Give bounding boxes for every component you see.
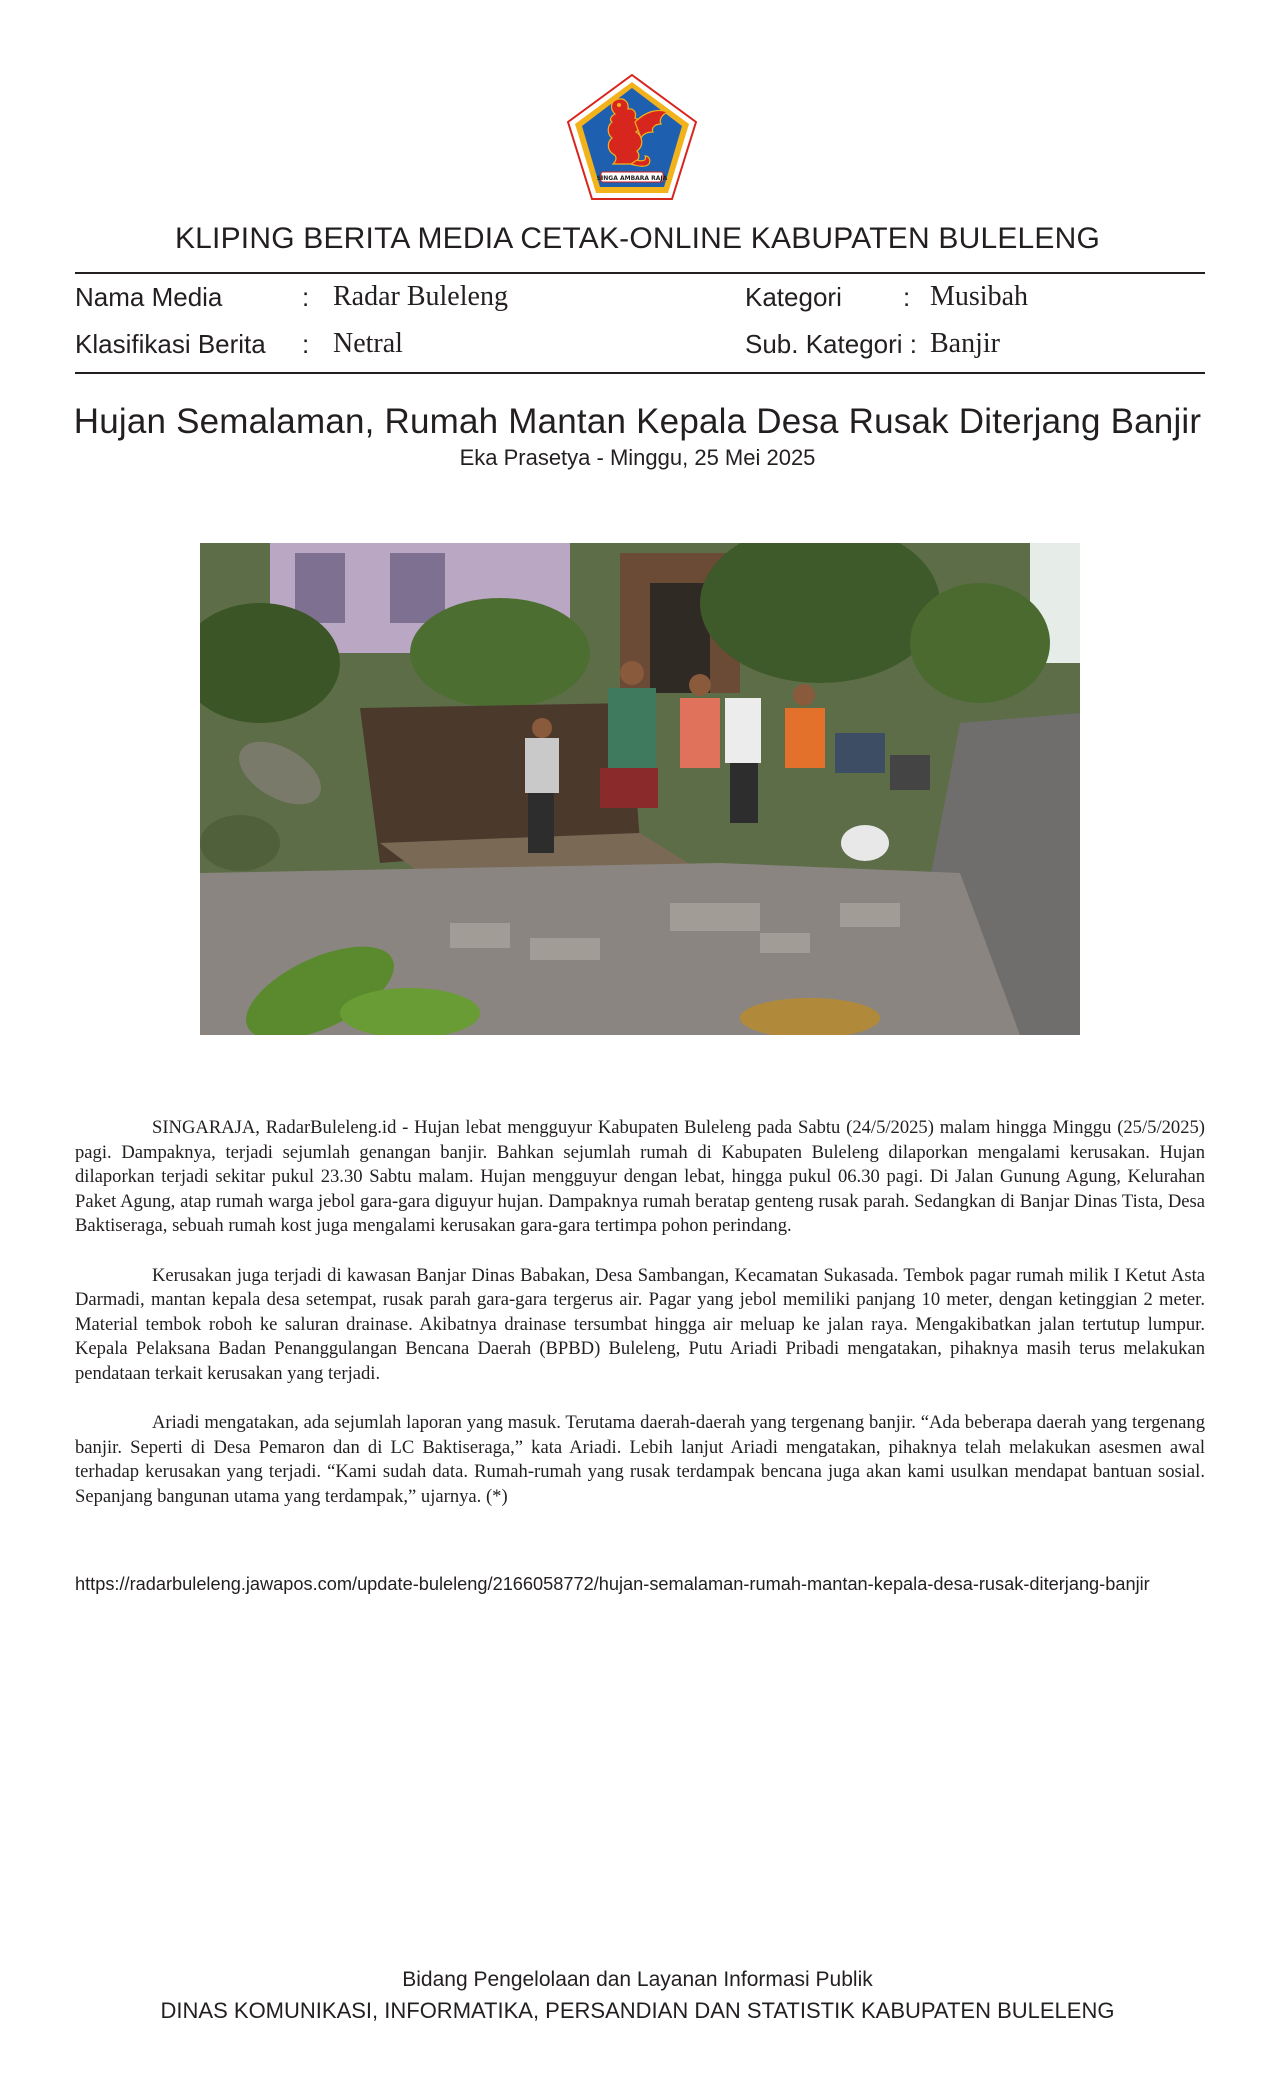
flood-damage-photo-image bbox=[200, 543, 1080, 1035]
media-name-label: Nama Media bbox=[75, 282, 223, 312]
news-classification-value: Netral bbox=[333, 328, 403, 359]
footer-division: Bidang Pengelolaan dan Layanan Informasi Publik bbox=[402, 1968, 873, 1991]
clipping-header-title: KLIPING BERITA MEDIA CETAK-ONLINE KABUPATEN BULELENG bbox=[174, 222, 1101, 255]
article-paragraph: Kerusakan juga terjadi di kawasan Banjar Dinas Babakan, Desa Sambangan, Kecamatan Sukasada. Tembok pagar rumah milik I Ketut Asta Darmadi, mantan kepala desa setempat, rusak parah gara-gara tergerus air. Pagar yang jebol memiliki panjang 10 meter, dengan ketinggian 2 meter. Material tembok roboh ke saluran drainase. Akibatnya drainase tersumbat hingga air meluap ke jalan raya. Mengakibatkan jalan tertutup lumpur. Kepala Pelaksana Badan Penanggulangan Bencana Daerah (BPBD) Buleleng, Putu Ariadi Pribadi mengatakan, pihaknya masih terus melakukan pendataan terkait kerusakan yang terjadi. bbox=[75, 1264, 1205, 1384]
singa-ambara-raja-emblem-icon bbox=[565, 72, 699, 202]
article-headline: Hujan Semalaman, Rumah Mantan Kepala Desa Rusak Diterjang Banjir bbox=[73, 402, 1202, 441]
sub-category-label: Sub. Kategori : bbox=[745, 329, 917, 359]
media-name-value: Radar Buleleng bbox=[333, 281, 508, 312]
emblem-caption: SINGA AMBARA RAJA bbox=[596, 175, 668, 182]
news-classification-colon: : bbox=[302, 329, 310, 359]
sub-category-value: Banjir bbox=[930, 328, 1000, 359]
regency-emblem-logo bbox=[565, 72, 699, 202]
category-value: Musibah bbox=[930, 281, 1028, 312]
article-paragraph: Ariadi mengatakan, ada sejumlah laporan yang masuk. Terutama daerah-daerah yang tergenang banjir. “Ada beberapa daerah yang tergenang banjir. Seperti di Desa Pemaron dan di LC Baktiseraga,” kata Ariadi. Lebih lanjut Ariadi mengatakan, pihaknya telah melakukan asesmen awal terhadap kerusakan yang terjadi. “Kami sudah data. Rumah-rumah yang rusak terdampak bencana juga akan kami usulkan mendapat bantuan sosial. Sepanjang bangunan utama yang terdampak,” ujarnya. (*) bbox=[75, 1412, 1205, 1507]
header-bottom-rule bbox=[75, 372, 1205, 374]
category-label: Kategori bbox=[745, 282, 842, 312]
news-photo bbox=[200, 543, 1080, 1035]
news-classification-label: Klasifikasi Berita bbox=[75, 329, 266, 359]
header-top-rule bbox=[75, 272, 1205, 274]
article-paragraph: SINGARAJA, RadarBuleleng.id - Hujan lebat mengguyur Kabupaten Buleleng pada Sabtu (24/5/2025) malam hingga Minggu (25/5/2025) pagi. Dampaknya, terjadi sejumlah genangan banjir. Bahkan sejumlah rumah di Kabupaten Buleleng dilaporkan mengalami kerusakan. Hujan dilaporkan terjadi sekitar pukul 23.30 Sabtu malam. Hujan mengguyur dengan lebat, hingga pukul 06.30 pagi. Di Jalan Gunung Agung, Kelurahan Paket Agung, atap rumah warga jebol gara-gara diguyur hujan. Dampaknya rumah beratap genteng rusak parah. Sedangkan di Banjar Dinas Tista, Desa Baktiseraga, sebuah rumah kost juga mengalami kerusakan gara-gara tertimpa pohon perindang. bbox=[75, 1117, 1205, 1237]
article-byline: Eka Prasetya - Minggu, 25 Mei 2025 bbox=[459, 445, 816, 470]
footer-department: DINAS KOMUNIKASI, INFORMATIKA, PERSANDIAN DAN STATISTIK KABUPATEN BULELENG bbox=[160, 1998, 1115, 2023]
media-name-colon: : bbox=[302, 282, 310, 312]
article-body bbox=[75, 1116, 1205, 1534]
category-colon: : bbox=[903, 282, 911, 312]
source-url-link[interactable]: https://radarbuleleng.jawapos.com/update-buleleng/2166058772/hujan-semalaman-rumah-mantan-kepala-desa-rusak-diterjang-banjir bbox=[75, 1574, 1150, 1594]
